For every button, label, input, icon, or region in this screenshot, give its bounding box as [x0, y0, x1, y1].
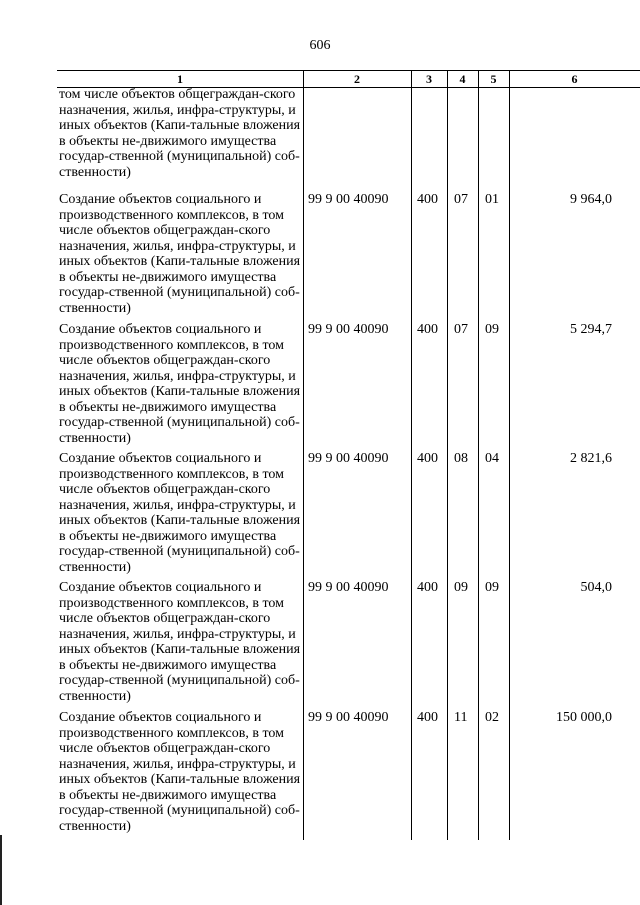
row-expense-type: 400: [417, 710, 438, 725]
row-expense-type: 400: [417, 322, 438, 337]
row-target-code: 99 9 00 40090: [308, 192, 389, 207]
scan-edge-mark: [0, 835, 2, 905]
column-divider: [509, 70, 510, 840]
row-target-code: 99 9 00 40090: [308, 710, 389, 725]
row-description: Создание объектов социального и производственного комплексов, в том числе объектов общеграждан-ского назначения, жилья, инфра-структуры, и иных объектов (Капи-тальные вложения в объекты не-движимого имущества государ-ственной (муниципальной) соб-ственности): [59, 192, 301, 316]
row-subsection: 01: [485, 192, 499, 207]
row-section: 09: [454, 580, 468, 595]
row-expense-type: 400: [417, 580, 438, 595]
row-description: Создание объектов социального и производственного комплексов, в том числе объектов общеграждан-ского назначения, жилья, инфра-структуры, и иных объектов (Капи-тальные вложения в объекты не-движимого имущества государ-ственной (муниципальной) соб-ственности): [59, 710, 301, 834]
row-section: 07: [454, 192, 468, 207]
row-target-code: 99 9 00 40090: [308, 451, 389, 466]
header-col-1: 1: [177, 72, 183, 86]
row-description: Создание объектов социального и производственного комплексов, в том числе объектов общеграждан-ского назначения, жилья, инфра-структуры, и иных объектов (Капи-тальные вложения в объекты не-движимого имущества государ-ственной (муниципальной) соб-ственности): [59, 580, 301, 704]
row-section: 07: [454, 322, 468, 337]
row-amount: 150 000,0: [556, 710, 612, 725]
header-col-5: 5: [490, 72, 497, 86]
row-subsection: 04: [485, 451, 499, 466]
row-subsection: 02: [485, 710, 499, 725]
row-expense-type: 400: [417, 192, 438, 207]
column-divider: [303, 70, 304, 840]
row-target-code: 99 9 00 40090: [308, 322, 389, 337]
column-divider: [447, 70, 448, 840]
row-amount: 504,0: [580, 580, 612, 595]
header-col-6: 6: [571, 72, 578, 86]
column-divider: [411, 70, 412, 840]
row-expense-type: 400: [417, 451, 438, 466]
header-col-3: 3: [426, 72, 432, 86]
budget-table: [57, 70, 640, 905]
row-amount: 2 821,6: [570, 451, 612, 466]
row-section: 08: [454, 451, 468, 466]
page-number: 606: [309, 38, 331, 53]
row-section: 11: [454, 710, 468, 725]
row-amount: 9 964,0: [570, 192, 612, 207]
header-col-4: 4: [459, 72, 466, 86]
row-target-code: 99 9 00 40090: [308, 580, 389, 595]
row-description: Создание объектов социального и производственного комплексов, в том числе объектов общеграждан-ского назначения, жилья, инфра-структуры, и иных объектов (Капи-тальные вложения в объекты не-движимого имущества государ-ственной (муниципальной) соб-ственности): [59, 322, 301, 446]
continued-description: том числе объектов общеграждан-ского назначения, жилья, инфра-структуры, и иных объектов (Капи-тальные вложения в объекты не-движимого имущества государ-ственной (муниципальной) соб-ственности): [59, 87, 301, 180]
row-description: Создание объектов социального и производственного комплексов, в том числе объектов общеграждан-ского назначения, жилья, инфра-структуры, и иных объектов (Капи-тальные вложения в объекты не-движимого имущества государ-ственной (муниципальной) соб-ственности): [59, 451, 301, 575]
row-subsection: 09: [485, 322, 499, 337]
table-header: [57, 71, 640, 87]
row-subsection: 09: [485, 580, 499, 595]
column-divider: [478, 70, 479, 840]
row-amount: 5 294,7: [570, 322, 612, 337]
header-col-2: 2: [354, 72, 360, 86]
